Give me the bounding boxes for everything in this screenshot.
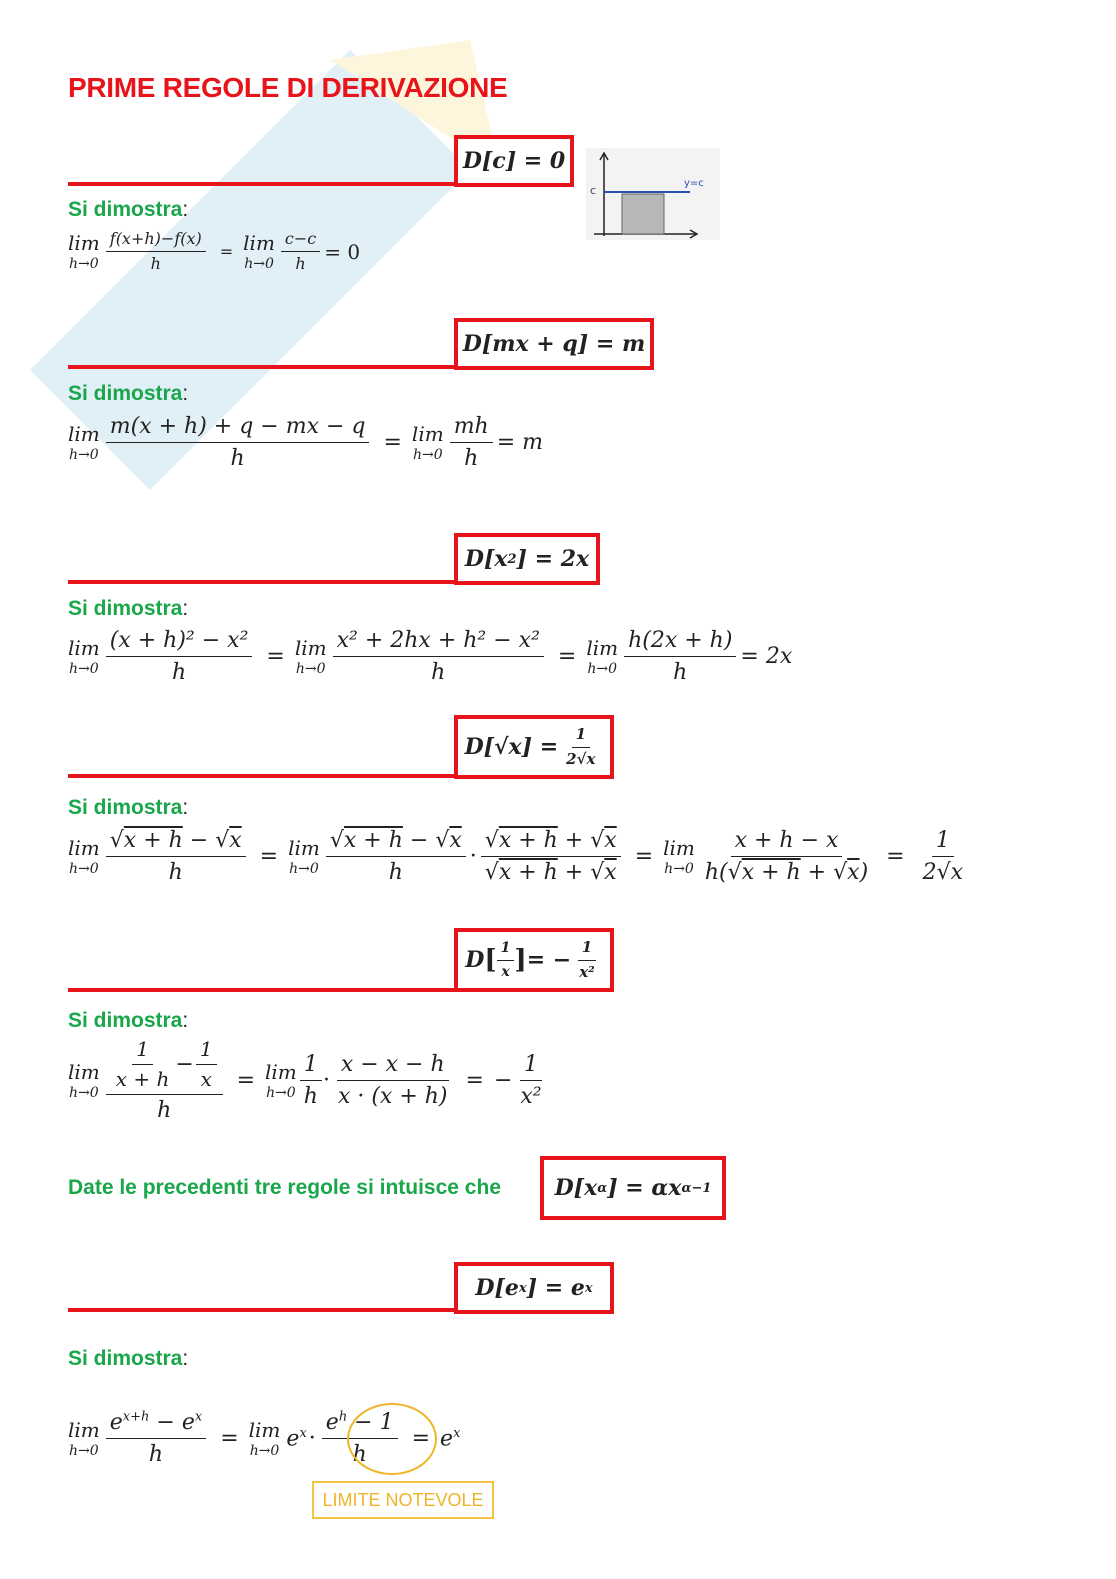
rule-box-exponential: D[e x ] = e x — [454, 1262, 614, 1314]
proof-equation-1: lim h→0 $\frac{f(x+h)-f(x)}{h}$ = lim h→0 $\frac{c-c}{h}$ = 0 — [68, 229, 361, 274]
rule-underline — [68, 988, 458, 992]
notable-limit-label: LIMITE NOTEVOLE — [312, 1481, 494, 1519]
rule-box-square: D[x 2 ] = 2x — [454, 533, 600, 585]
proof-label: Si dimostra: — [68, 198, 189, 221]
proof-label: Si dimostra: — [68, 382, 189, 405]
proof-label: Si dimostra: — [68, 1009, 189, 1032]
proof-equation-2: lim h→0 $\frac{m(x + h) + q - mx - q}{h}$ = lim h→0 $\frac{mh}{h}$ = m — [68, 414, 544, 472]
proof-label: Si dimostra: — [68, 597, 189, 620]
rule-box-sqrt: D[√x] = $\frac{1}{2√x}$ — [454, 715, 614, 779]
rule-box-linear: D[mx + q] = m — [454, 318, 654, 370]
rule-box-constant: D[c] = 0 — [454, 135, 574, 187]
rule-underline — [68, 580, 458, 584]
proof-equation-3: lim h→0 $\frac{\text{(x + h)² − x²}}{h}$ = lim h→0 $\frac{\text{x² + 2hx + h² − x²}}{h}$ = lim h→0 $\frac{h(2x + h)}{h}$ = 2x — [68, 628, 793, 686]
proof-equation-4: lim h→0 $\frac{√x + h - √x}{h}$ = lim h→0 $\frac{√x + h - √x}{h}$ · $\frac{√x + h + √x}{√x + h + √x}$ = lim h→0 $\frac{x + h - x}{h(√x + h + √x)}$ = $\frac{1}{2√x}$ — [68, 828, 964, 886]
general-rule-intro: Date le precedenti tre regole si intuisce che — [68, 1176, 501, 1199]
page-title: PRIME REGOLE DI DERIVAZIONE — [68, 72, 508, 103]
rule-box-power: D[x α ] = αx α−1 — [540, 1156, 726, 1220]
rule-underline — [68, 365, 458, 369]
notable-limit-circle — [347, 1403, 437, 1475]
proof-label: Si dimostra: — [68, 796, 189, 819]
svg-text:c: c — [590, 184, 597, 197]
svg-text:y=c: y=c — [684, 178, 704, 189]
proof-label: Si dimostra: — [68, 1347, 189, 1370]
rule-underline — [68, 182, 458, 186]
proof-equation-6: lim h→0 $\frac{e^{x+h} - e^x}{h}$ = lim h→0 $e^x$ · $\frac{e^h - 1}{h}$ = $e^x$ — [68, 1409, 461, 1468]
constant-function-graph — [586, 148, 720, 240]
proof-equation-5: lim h→0 $\frac{1}{x + h}$ − $\frac{1}{x}$ h = lim h→0 $\frac{1}{h}$ · $\frac{x - x - h}{x \cdot (x + h)}$ = − $\frac{1}{\text{x²}}$ — [68, 1037, 542, 1123]
rule-underline — [68, 1308, 458, 1312]
rule-underline — [68, 774, 458, 778]
rule-box-reciprocal: D [ $\frac{1}{x}$ ] = − $\frac{1}{\text{x²}}$ — [454, 928, 614, 992]
